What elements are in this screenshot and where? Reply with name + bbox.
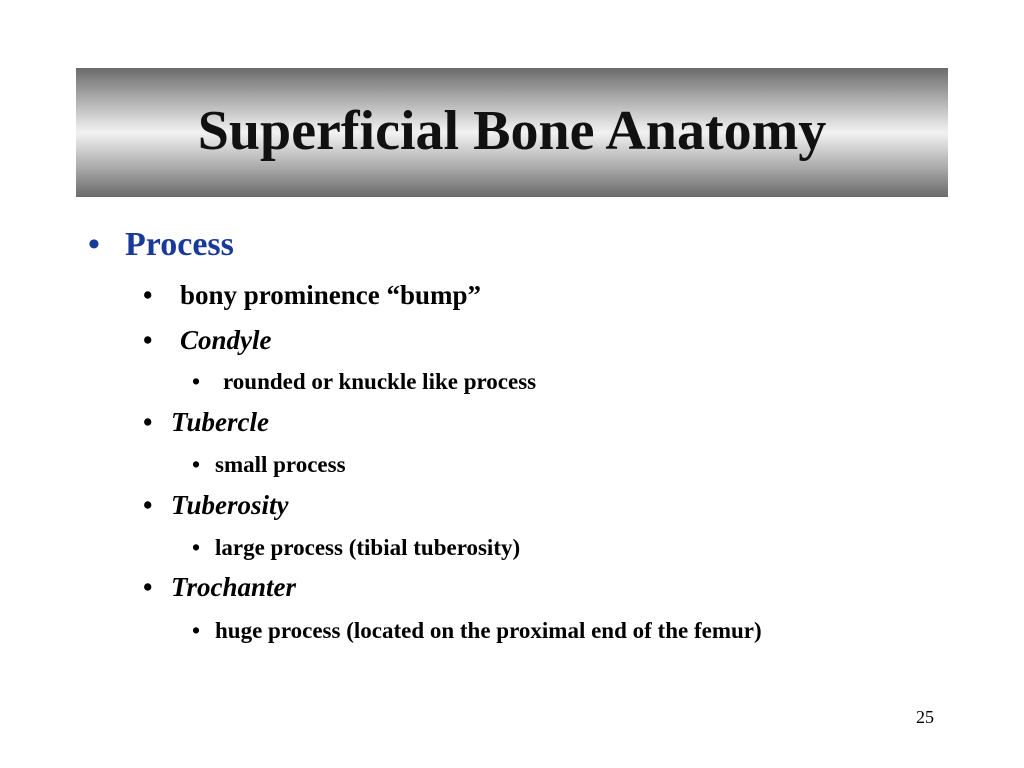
sub-sub-bullet-label: small process bbox=[215, 452, 346, 477]
sub-bullet-label: Tubercle bbox=[171, 407, 269, 437]
bullet-icon: • bbox=[143, 572, 153, 602]
bullet-icon: • bbox=[143, 325, 153, 355]
bullet-icon: • bbox=[143, 490, 153, 520]
sub-bullet-item bbox=[143, 280, 481, 311]
bullet-item-process bbox=[88, 226, 234, 264]
slide-title: Superficial Bone Anatomy bbox=[197, 99, 827, 162]
sub-sub-bullet-item bbox=[192, 618, 762, 644]
sub-bullet-label: bony prominence “bump” bbox=[180, 280, 482, 310]
bullet-icon: • bbox=[88, 226, 100, 263]
sub-bullet-item bbox=[143, 572, 296, 603]
bullet-icon: • bbox=[192, 535, 201, 560]
sub-sub-bullet-item bbox=[192, 452, 346, 478]
bullet-icon: • bbox=[192, 452, 201, 477]
sub-sub-bullet-item bbox=[192, 535, 520, 561]
bullet-label: Process bbox=[125, 226, 234, 263]
bullet-icon: • bbox=[143, 280, 153, 310]
sub-bullet-label: Tuberosity bbox=[171, 490, 289, 520]
sub-sub-bullet-item bbox=[192, 369, 536, 395]
sub-bullet-label: Trochanter bbox=[171, 572, 297, 602]
sub-sub-bullet-label: large process (tibial tuberosity) bbox=[215, 535, 521, 560]
sub-bullet-item bbox=[143, 490, 289, 521]
sub-sub-bullet-label: rounded or knuckle like process bbox=[223, 369, 537, 394]
page-number: 25 bbox=[916, 707, 934, 727]
bullet-icon: • bbox=[192, 618, 201, 643]
sub-bullet-item bbox=[143, 325, 272, 356]
sub-bullet-item bbox=[143, 407, 269, 438]
bullet-icon: • bbox=[192, 369, 201, 394]
sub-bullet-label: Condyle bbox=[180, 325, 272, 355]
sub-sub-bullet-label: huge process (located on the proximal end of the femur) bbox=[215, 618, 762, 643]
bullet-icon: • bbox=[143, 407, 153, 437]
